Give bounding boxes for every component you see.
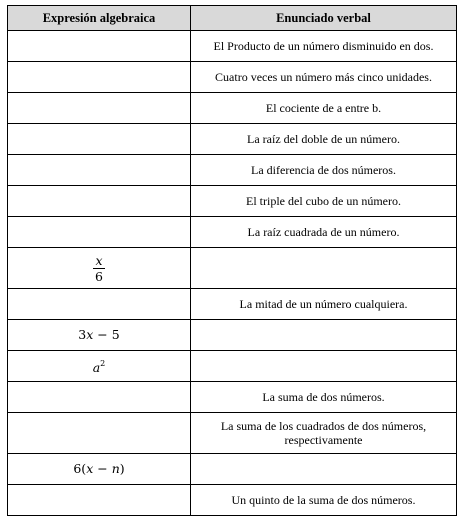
table-row <box>8 93 457 124</box>
table-row <box>8 31 457 62</box>
expression-coefficient: 3 <box>78 327 87 342</box>
power-base: a <box>92 360 101 375</box>
linear-expression <box>78 327 119 342</box>
worksheet <box>7 5 456 516</box>
expression-cell[interactable] <box>8 217 191 248</box>
table-row <box>8 124 457 155</box>
table-row <box>8 289 457 320</box>
fraction-denominator: 6 <box>95 268 103 284</box>
expression-operator: − <box>97 461 108 476</box>
expression-cell[interactable] <box>8 413 191 454</box>
expression-cell[interactable] <box>8 485 191 516</box>
expression-cell[interactable] <box>8 382 191 413</box>
verbal-cell: El Producto de un número disminuido en dos. <box>191 31 457 62</box>
verbal-cell: La raíz del doble de un número. <box>191 124 457 155</box>
expression-cell[interactable] <box>8 124 191 155</box>
expression-cell <box>8 320 191 351</box>
table-row <box>8 413 457 454</box>
expression-variable: n <box>111 461 120 476</box>
table-row <box>8 186 457 217</box>
verbal-cell: Cuatro veces un número más cinco unidades. <box>191 62 457 93</box>
header-verbal: Enunciado verbal <box>191 6 457 31</box>
expression-variable: x <box>86 461 94 476</box>
expression-cell[interactable] <box>8 289 191 320</box>
expression-cell <box>8 351 191 382</box>
table-row <box>8 382 457 413</box>
table-row <box>8 454 457 485</box>
verbal-cell: El cociente de a entre b. <box>191 93 457 124</box>
table-row <box>8 62 457 93</box>
table-row <box>8 217 457 248</box>
expression-cell[interactable] <box>8 62 191 93</box>
expression-table <box>7 5 457 516</box>
expression-cell[interactable] <box>8 155 191 186</box>
verbal-cell: La suma de dos números. <box>191 382 457 413</box>
verbal-cell: El triple del cubo de un número. <box>191 186 457 217</box>
header-row <box>8 6 457 31</box>
expression-variable: x <box>86 327 94 342</box>
power-exponent: 2 <box>100 359 106 368</box>
verbal-cell: Un quinto de la suma de dos números. <box>191 485 457 516</box>
verbal-cell[interactable] <box>191 248 457 289</box>
table-row <box>8 351 457 382</box>
verbal-cell: La diferencia de dos números. <box>191 155 457 186</box>
verbal-cell: La suma de los cuadrados de dos números, respectivamente <box>191 413 457 454</box>
expression-cell[interactable] <box>8 186 191 217</box>
table-row <box>8 155 457 186</box>
table-row <box>8 320 457 351</box>
verbal-cell: La mitad de un número cualquiera. <box>191 289 457 320</box>
fraction-numerator: x <box>95 252 103 268</box>
open-paren: ( <box>81 461 87 476</box>
expression-cell[interactable] <box>8 31 191 62</box>
expression-coefficient: 6 <box>73 461 82 476</box>
expression-operator: − <box>97 327 108 342</box>
close-paren: ) <box>119 461 125 476</box>
product-expression <box>73 461 124 476</box>
expression-cell <box>8 248 191 289</box>
expression-cell[interactable] <box>8 93 191 124</box>
verbal-cell: La raíz cuadrada de un número. <box>191 217 457 248</box>
table-row <box>8 248 457 289</box>
table-row <box>8 485 457 516</box>
verbal-cell[interactable] <box>191 351 457 382</box>
header-expression: Expresión algebraica <box>8 6 191 31</box>
expression-constant: 5 <box>111 327 120 342</box>
expression-cell <box>8 454 191 485</box>
fraction-expression <box>93 254 104 283</box>
verbal-cell[interactable] <box>191 320 457 351</box>
verbal-cell[interactable] <box>191 454 457 485</box>
power-expression <box>93 360 106 375</box>
